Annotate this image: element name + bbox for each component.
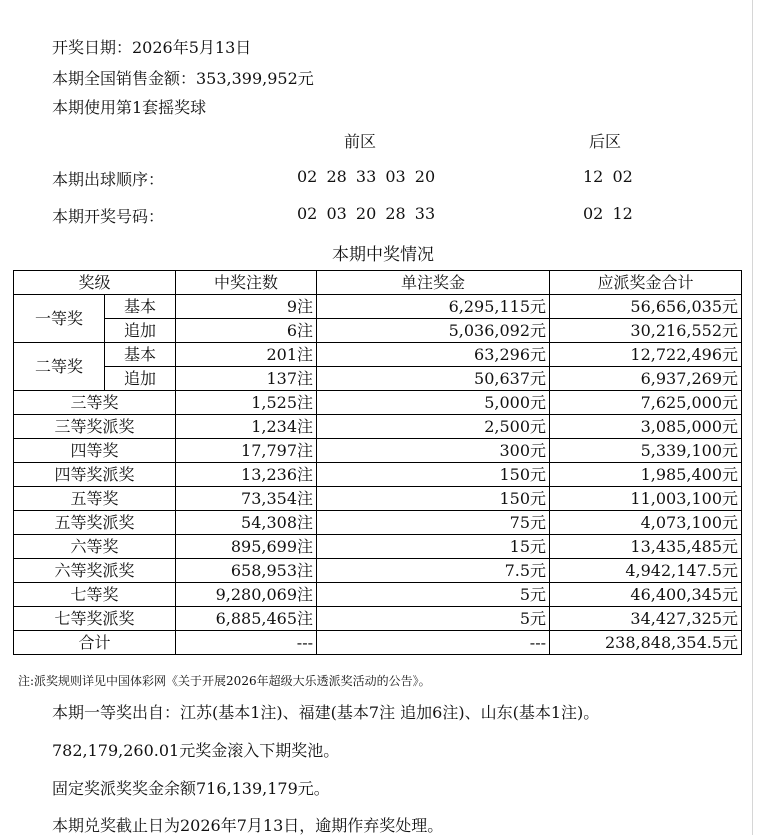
winner-count: 137注 xyxy=(176,367,317,391)
draw-order-front-balls: 02 28 33 03 20 xyxy=(297,167,436,186)
draw-order-label: 本期出球顺序： xyxy=(52,170,165,189)
prize-level: 三等奖 xyxy=(14,391,176,415)
table-row xyxy=(14,583,742,607)
prize-sublevel: 追加 xyxy=(105,367,176,391)
prize-table-title: 本期中奖情况 xyxy=(332,245,434,265)
table-row xyxy=(14,415,742,439)
prize-level: 七等奖派奖 xyxy=(14,607,176,631)
unit-prize: 5,000元 xyxy=(317,391,550,415)
prize-sublevel: 追加 xyxy=(105,319,176,343)
unit-prize: 150元 xyxy=(317,463,550,487)
page-right-edge-divider xyxy=(752,0,753,835)
unit-prize: 6,295,115元 xyxy=(317,295,550,319)
table-total-row xyxy=(14,631,742,655)
prize-sublevel: 基本 xyxy=(105,295,176,319)
unit-prize: 5元 xyxy=(317,583,550,607)
unit-prize: 5,036,092元 xyxy=(317,319,550,343)
total-payout: 4,073,100元 xyxy=(550,511,742,535)
winning-back-numbers: 02 12 xyxy=(583,204,633,223)
prize-level: 四等奖派奖 xyxy=(14,463,176,487)
front-zone-header: 前区 xyxy=(344,132,377,151)
total-payout: 11,003,100元 xyxy=(550,487,742,511)
unit-prize: 300元 xyxy=(317,439,550,463)
first-prize-origin: 本期一等奖出自：江苏(基本1注)、福建(基本7注 追加6注)、山东(基本1注)。 xyxy=(52,703,600,722)
winner-count: 54,308注 xyxy=(176,511,317,535)
claim-deadline: 本期兑奖截止日为2026年7月13日，逾期作弃奖处理。 xyxy=(52,816,444,835)
national-sales-amount: 本期全国销售金额：353,399,952元 xyxy=(52,69,314,88)
unit-prize: 15元 xyxy=(317,535,550,559)
table-row xyxy=(14,535,742,559)
prize-level: 五等奖派奖 xyxy=(14,511,176,535)
prize-level: 五等奖 xyxy=(14,487,176,511)
total-payout: 12,722,496元 xyxy=(550,343,742,367)
header-total: 应派奖金合计 xyxy=(550,271,742,295)
unit-prize: 5元 xyxy=(317,607,550,631)
jackpot-rollover: 782,179,260.01元奖金滚入下期奖池。 xyxy=(52,741,340,760)
footnote: 注:派奖规则详见中国体彩网《关于开展2026年超级大乐透派奖活动的公告》。 xyxy=(18,674,431,688)
total-payout: 4,942,147.5元 xyxy=(550,559,742,583)
winner-count: 6注 xyxy=(176,319,317,343)
winner-count: 13,236注 xyxy=(176,463,317,487)
total-payout: 1,985,400元 xyxy=(550,463,742,487)
total-payout: 3,085,000元 xyxy=(550,415,742,439)
winner-count: 201注 xyxy=(176,343,317,367)
total-payout: 56,656,035元 xyxy=(550,295,742,319)
winner-count: 658,953注 xyxy=(176,559,317,583)
unit-prize: 2,500元 xyxy=(317,415,550,439)
draw-order-back-balls: 12 02 xyxy=(583,167,633,186)
header-count: 中奖注数 xyxy=(176,271,317,295)
winner-count: 6,885,465注 xyxy=(176,607,317,631)
prize-level: 二等奖 xyxy=(14,343,105,391)
winner-count: 1,234注 xyxy=(176,415,317,439)
table-row xyxy=(14,559,742,583)
table-row xyxy=(14,295,742,319)
winner-count: 9注 xyxy=(176,295,317,319)
prize-sublevel: 基本 xyxy=(105,343,176,367)
table-row xyxy=(14,487,742,511)
table-row xyxy=(14,511,742,535)
winner-count: 1,525注 xyxy=(176,391,317,415)
prize-level: 六等奖 xyxy=(14,535,176,559)
total-payout: 5,339,100元 xyxy=(550,439,742,463)
table-row xyxy=(14,607,742,631)
total-label: 合计 xyxy=(14,631,176,655)
fixed-prize-balance: 固定奖派奖奖金余额716,139,179元。 xyxy=(52,779,330,798)
unit-prize: 150元 xyxy=(317,487,550,511)
total-payout: 46,400,345元 xyxy=(550,583,742,607)
table-row xyxy=(14,319,742,343)
total-payout: 7,625,000元 xyxy=(550,391,742,415)
unit-prize: 50,637元 xyxy=(317,367,550,391)
unit-prize: 7.5元 xyxy=(317,559,550,583)
unit-prize: 63,296元 xyxy=(317,343,550,367)
header-prize: 单注奖金 xyxy=(317,271,550,295)
winner-count: 17,797注 xyxy=(176,439,317,463)
winner-count: 73,354注 xyxy=(176,487,317,511)
winning-front-numbers: 02 03 20 28 33 xyxy=(297,204,436,223)
unit-prize: 75元 xyxy=(317,511,550,535)
prize-table xyxy=(13,270,742,655)
total-payout: 30,216,552元 xyxy=(550,319,742,343)
total-count: --- xyxy=(176,631,317,655)
prize-level: 七等奖 xyxy=(14,583,176,607)
table-row xyxy=(14,391,742,415)
winner-count: 895,699注 xyxy=(176,535,317,559)
back-zone-header: 后区 xyxy=(589,132,622,151)
table-row xyxy=(14,439,742,463)
prize-level: 三等奖派奖 xyxy=(14,415,176,439)
prize-level: 一等奖 xyxy=(14,295,105,343)
table-row xyxy=(14,367,742,391)
total-payout: 6,937,269元 xyxy=(550,367,742,391)
table-row xyxy=(14,463,742,487)
winner-count: 9,280,069注 xyxy=(176,583,317,607)
table-header-row xyxy=(14,271,742,295)
total-payout: 13,435,485元 xyxy=(550,535,742,559)
ball-set-info: 本期使用第1套摇奖球 xyxy=(52,98,207,117)
table-row xyxy=(14,343,742,367)
draw-date: 开奖日期：2026年5月13日 xyxy=(52,38,252,57)
grand-total-payout: 238,848,354.5元 xyxy=(550,631,742,655)
prize-level: 六等奖派奖 xyxy=(14,559,176,583)
winning-numbers-label: 本期开奖号码： xyxy=(52,207,165,226)
prize-level: 四等奖 xyxy=(14,439,176,463)
total-payout: 34,427,325元 xyxy=(550,607,742,631)
header-level: 奖级 xyxy=(14,271,176,295)
total-unit-prize: --- xyxy=(317,631,550,655)
